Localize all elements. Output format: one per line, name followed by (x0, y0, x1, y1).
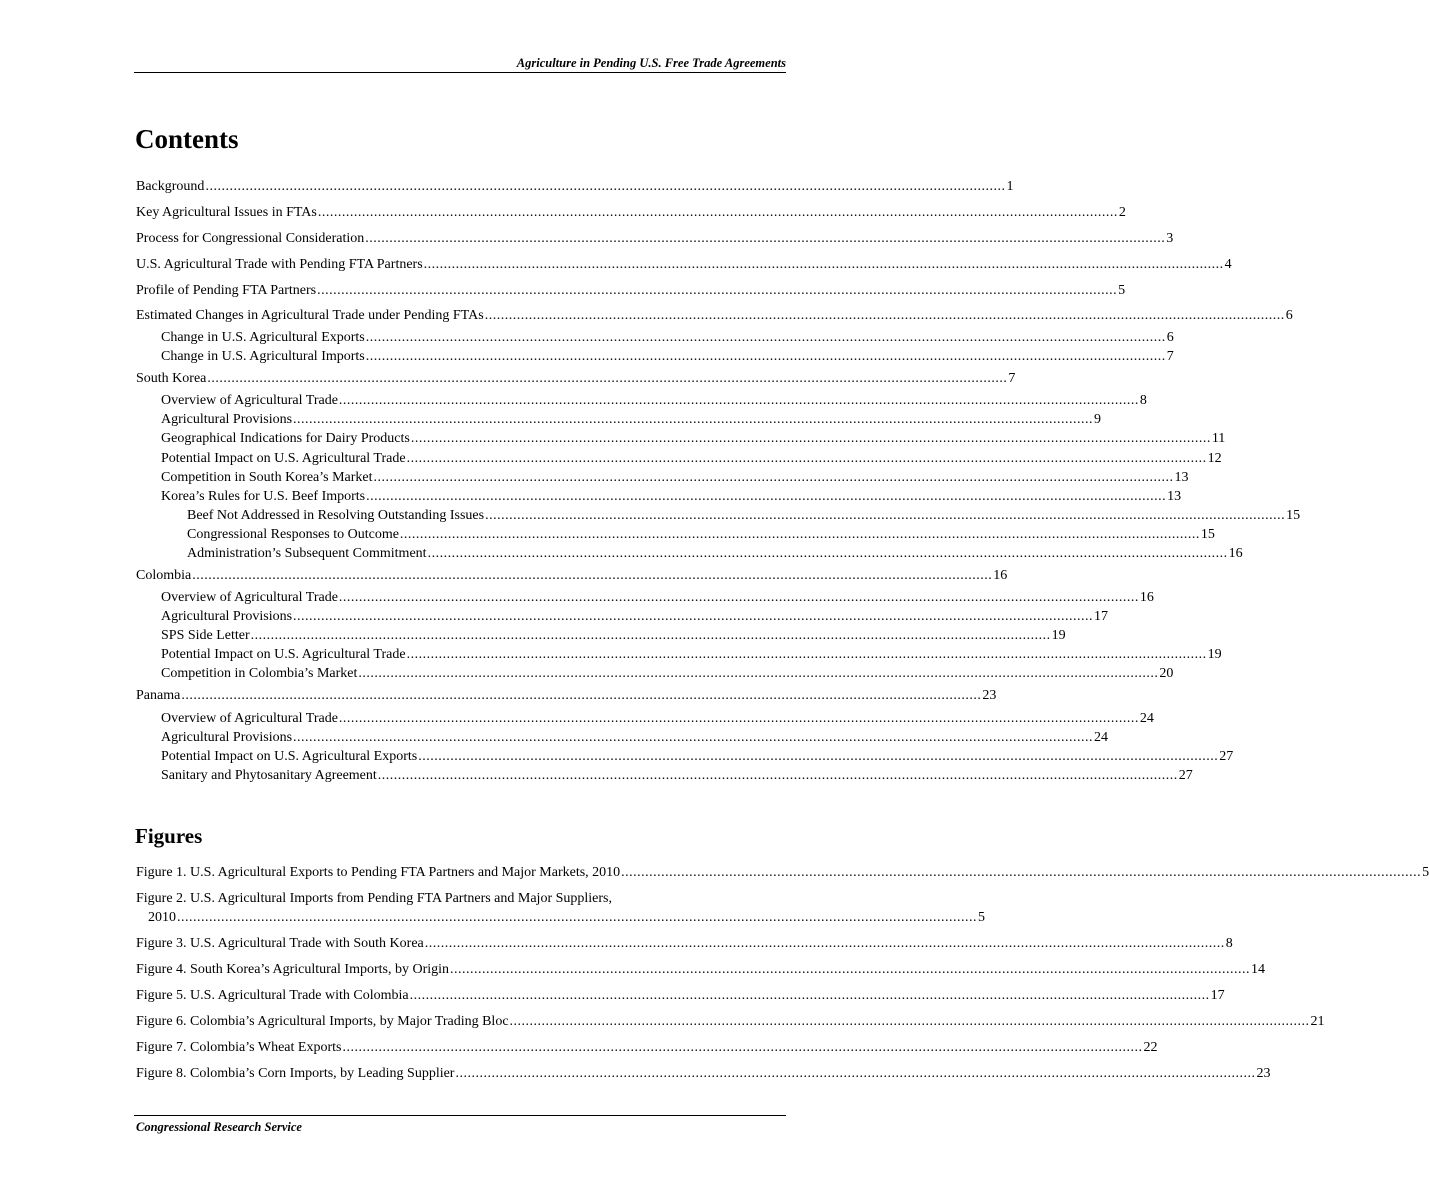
toc-entry[interactable]: Change in U.S. Agricultural Imports ........................................................................................................................................................................................................ 7 (161, 349, 1174, 364)
toc-entry[interactable]: Change in U.S. Agricultural Exports ........................................................................................................................................................................................................ 6 (161, 330, 1174, 345)
dot-leader: ........................................................................................................................................................................................................ (365, 330, 1166, 345)
figure-entry[interactable]: Figure 3. U.S. Agricultural Trade with South Korea ........................................................................................................................................................................................................ 8 (136, 936, 1233, 951)
dot-leader: ........................................................................................................................................................................................................ (205, 179, 1006, 194)
figure-entry[interactable]: Figure 4. South Korea’s Agricultural Imports, by Origin ........................................................................................................................................................................................................ 14 (136, 962, 1266, 977)
figure-entry[interactable]: Figure 5. U.S. Agricultural Trade with Colombia ........................................................................................................................................................................................................ 17 (136, 988, 1225, 1003)
toc-entry[interactable]: Agricultural Provisions ........................................................................................................................................................................................................ 9 (161, 412, 1102, 427)
dot-leader: ........................................................................................................................................................................................................ (338, 393, 1139, 408)
dot-leader: ........................................................................................................................................................................................................ (366, 489, 1167, 504)
toc-entry[interactable]: Competition in South Korea’s Market ........................................................................................................................................................................................................ 13 (161, 470, 1189, 485)
toc-entry[interactable]: Colombia ........................................................................................................................................................................................................ 16 (136, 568, 1008, 583)
toc-entry[interactable]: Beef Not Addressed in Resolving Outstanding Issues ........................................................................................................................................................................................................ 15 (187, 508, 1301, 523)
toc-entry[interactable]: Administration’s Subsequent Commitment ........................................................................................................................................................................................................ 16 (187, 546, 1243, 561)
toc-entry[interactable]: Geographical Indications for Dairy Products ........................................................................................................................................................................................................ 11 (161, 431, 1226, 446)
toc-entry[interactable]: Agricultural Provisions ........................................................................................................................................................................................................ 24 (161, 730, 1109, 745)
dot-leader: ........................................................................................................................................................................................................ (450, 962, 1251, 977)
dot-leader: ........................................................................................................................................................................................................ (177, 910, 977, 925)
footer-rule (134, 1115, 786, 1116)
dot-leader: ........................................................................................................................................................................................................ (338, 711, 1139, 726)
dot-leader: ........................................................................................................................................................................................................ (418, 749, 1219, 764)
toc-entry[interactable]: Overview of Agricultural Trade ........................................................................................................................................................................................................ 8 (161, 393, 1147, 408)
dot-leader: ........................................................................................................................................................................................................ (406, 647, 1207, 662)
toc-entry[interactable]: U.S. Agricultural Trade with Pending FTA Partners ........................................................................................................................................................................................................ 4 (136, 257, 1232, 272)
toc-entry[interactable]: Estimated Changes in Agricultural Trade under Pending FTAs ........................................................................................................................................................................................................ 6 (136, 308, 1293, 323)
dot-leader: ........................................................................................................................................................................................................ (455, 1066, 1256, 1081)
dot-leader: ........................................................................................................................................................................................................ (207, 371, 1008, 386)
dot-leader: ........................................................................................................................................................................................................ (424, 936, 1225, 951)
dot-leader: ........................................................................................................................................................................................................ (484, 308, 1285, 323)
dot-leader: ........................................................................................................................................................................................................ (423, 257, 1224, 272)
dot-leader: ........................................................................................................................................................................................................ (509, 1014, 1310, 1029)
toc-entry[interactable]: Congressional Responses to Outcome ........................................................................................................................................................................................................ 15 (187, 527, 1215, 542)
figures-heading: Figures (135, 824, 203, 848)
toc-entry[interactable]: Agricultural Provisions ........................................................................................................................................................................................................ 17 (161, 609, 1109, 624)
dot-leader: ........................................................................................................................................................................................................ (293, 609, 1094, 624)
toc-entry[interactable]: Panama ........................................................................................................................................................................................................ 23 (136, 688, 997, 703)
dot-leader: ........................................................................................................................................................................................................ (317, 205, 1118, 220)
contents-heading: Contents (135, 124, 239, 154)
footer-publisher: Congressional Research Service (136, 1120, 302, 1134)
toc-entry[interactable]: Potential Impact on U.S. Agricultural Trade ........................................................................................................................................................................................................ 19 (161, 647, 1222, 662)
dot-leader: ........................................................................................................................................................................................................ (373, 470, 1174, 485)
dot-leader: ........................................................................................................................................................................................................ (342, 1040, 1143, 1055)
toc-entry[interactable]: Overview of Agricultural Trade ........................................................................................................................................................................................................ 24 (161, 711, 1154, 726)
dot-leader: ........................................................................................................................................................................................................ (410, 431, 1211, 446)
dot-leader: ........................................................................................................................................................................................................ (377, 768, 1178, 783)
dot-leader: ........................................................................................................................................................................................................ (250, 628, 1051, 643)
figure-entry[interactable]: Figure 8. Colombia’s Corn Imports, by Leading Supplier ........................................................................................................................................................................................................ 23 (136, 1066, 1271, 1081)
toc-entry[interactable]: Background ........................................................................................................................................................................................................ 1 (136, 179, 1014, 194)
dot-leader: ........................................................................................................................................................................................................ (181, 688, 982, 703)
toc-entry[interactable]: South Korea ........................................................................................................................................................................................................ 7 (136, 371, 1016, 386)
running-header: Agriculture in Pending U.S. Free Trade Agreements (516, 56, 786, 70)
figure-entry[interactable]: 2010 ........................................................................................................................................................................................................ 5 (148, 910, 985, 925)
dot-leader: ........................................................................................................................................................................................................ (399, 527, 1200, 542)
dot-leader: ........................................................................................................................................................................................................ (293, 730, 1094, 745)
toc-entry[interactable]: Process for Congressional Consideration ........................................................................................................................................................................................................ 3 (136, 231, 1174, 246)
dot-leader: ........................................................................................................................................................................................................ (358, 666, 1159, 681)
dot-leader: ........................................................................................................................................................................................................ (365, 231, 1166, 246)
dot-leader: ........................................................................................................................................................................................................ (406, 451, 1207, 466)
figure-entry[interactable]: Figure 1. U.S. Agricultural Exports to Pending FTA Partners and Major Markets, 2010 ........................................................................................................................................................................................................ 5 (136, 865, 1429, 880)
toc-entry[interactable]: Profile of Pending FTA Partners ........................................................................................................................................................................................................ 5 (136, 283, 1126, 298)
toc-entry[interactable]: Potential Impact on U.S. Agricultural Trade ........................................................................................................................................................................................................ 12 (161, 451, 1222, 466)
dot-leader: ........................................................................................................................................................................................................ (427, 546, 1228, 561)
dot-leader: ........................................................................................................................................................................................................ (338, 590, 1139, 605)
dot-leader: ........................................................................................................................................................................................................ (365, 349, 1166, 364)
dot-leader: ........................................................................................................................................................................................................ (317, 283, 1118, 298)
dot-leader: ........................................................................................................................................................................................................ (409, 988, 1210, 1003)
toc-entry[interactable]: Sanitary and Phytosanitary Agreement ........................................................................................................................................................................................................ 27 (161, 768, 1193, 783)
toc-entry[interactable]: Korea’s Rules for U.S. Beef Imports ........................................................................................................................................................................................................ 13 (161, 489, 1182, 504)
toc-entry[interactable]: Overview of Agricultural Trade ........................................................................................................................................................................................................ 16 (161, 590, 1154, 605)
dot-leader: ........................................................................................................................................................................................................ (293, 412, 1094, 427)
toc-entry[interactable]: SPS Side Letter ........................................................................................................................................................................................................ 19 (161, 628, 1066, 643)
dot-leader: ........................................................................................................................................................................................................ (621, 865, 1422, 880)
toc-entry[interactable]: Potential Impact on U.S. Agricultural Exports ........................................................................................................................................................................................................ 27 (161, 749, 1234, 764)
header-rule (134, 72, 786, 73)
dot-leader: ........................................................................................................................................................................................................ (485, 508, 1286, 523)
toc-entry[interactable]: Key Agricultural Issues in FTAs ........................................................................................................................................................................................................ 2 (136, 205, 1126, 220)
figure-entry-first-line[interactable]: Figure 2. U.S. Agricultural Imports from Pending FTA Partners and Major Suppliers, (136, 891, 612, 906)
figure-entry[interactable]: Figure 7. Colombia’s Wheat Exports ........................................................................................................................................................................................................ 22 (136, 1040, 1158, 1055)
dot-leader: ........................................................................................................................................................................................................ (192, 568, 993, 583)
toc-entry[interactable]: Competition in Colombia’s Market ........................................................................................................................................................................................................ 20 (161, 666, 1174, 681)
figure-entry[interactable]: Figure 6. Colombia’s Agricultural Imports, by Major Trading Bloc ........................................................................................................................................................................................................ 21 (136, 1014, 1325, 1029)
